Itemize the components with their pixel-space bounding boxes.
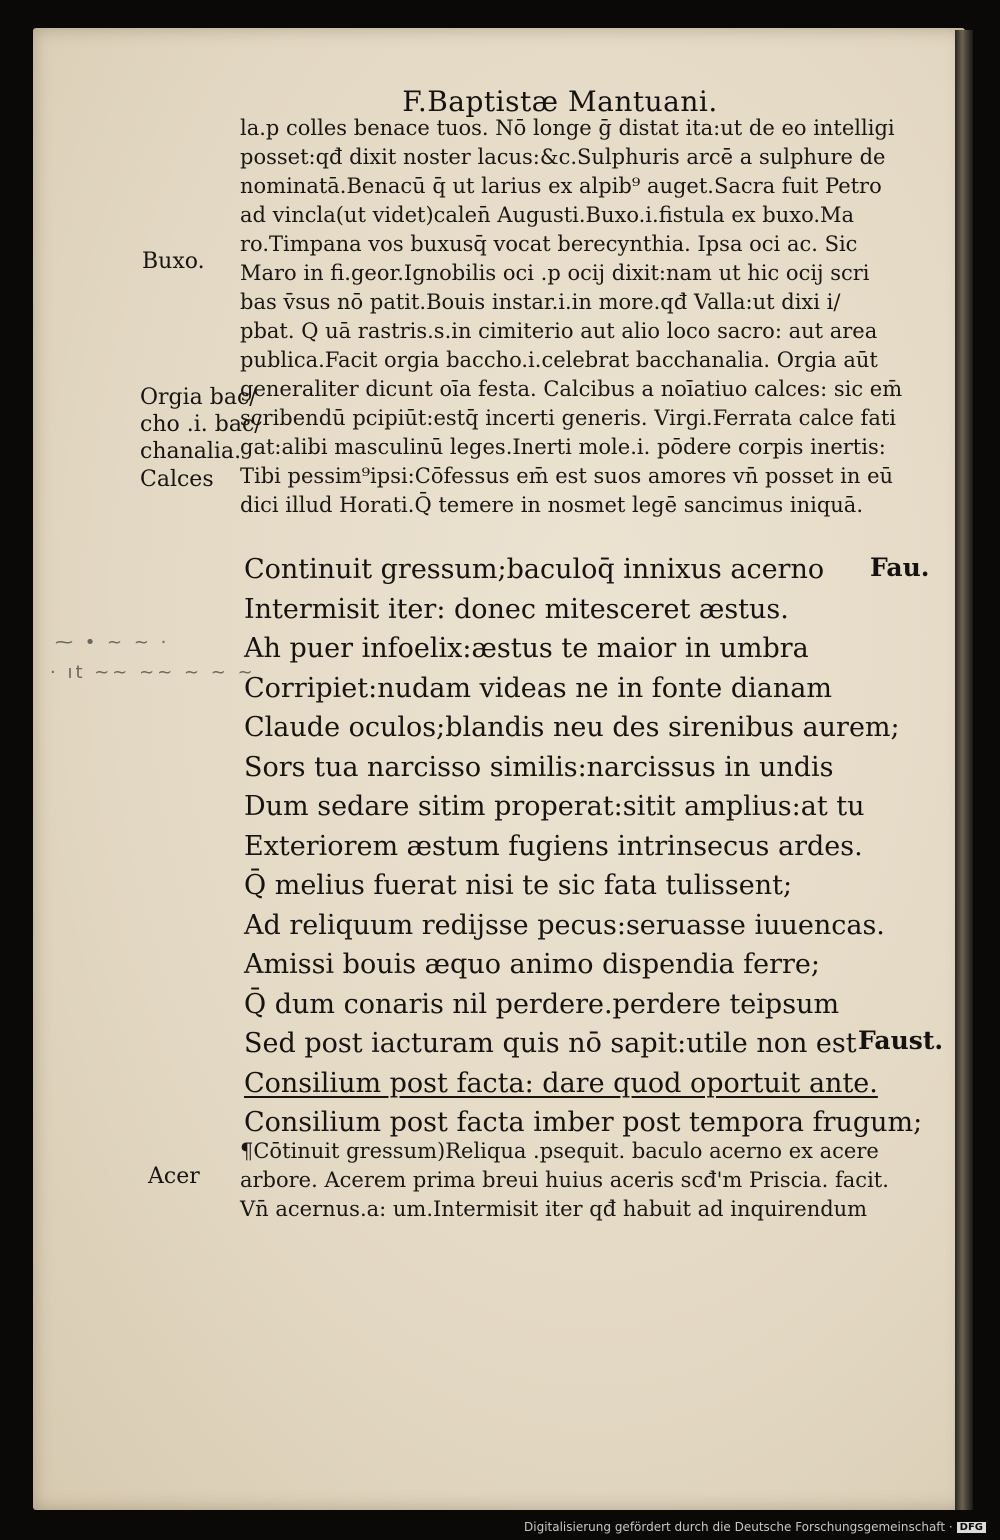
commentary-line: gat:alibi masculinū leges.Inerti mole.i. pōdere corpis inertis: [240,435,886,459]
verse-line: Amissi bouis æquo animo dispendia ferre; [244,949,821,980]
verse-line: Exteriorem æstum fugiens intrinsecus ardes. [244,830,863,862]
speaker-fau: Fau. [870,553,930,582]
verse-block [244,550,922,1143]
commentary-line: scribendū pcipiūt:estq̄ incerti generis. Virgi.Ferrata calce fati [240,406,896,430]
commentary-line: nominatā.Benacū q̄ ut larius ex alpib⁹ auget.Sacra fuit Petro [240,174,882,198]
verse-line: Continuit gressum;baculoq̄ innixus acerno [244,554,825,585]
verse-line: Sors tua narcisso similis:narcissus in undis [244,751,834,783]
verse-line: Sed post iacturam quis nō sapit:utile non est [244,1028,857,1059]
commentary-line: generaliter dicunt oīa festa. Calcibus a noīatiuo calces: sic em̄ [240,377,903,401]
page-header: F.Baptistæ Mantuani. [402,85,718,118]
commentary-line: ad vincla(ut videt)calen̄ Augusti.Buxo.i.fistula ex buxo.Ma [240,203,855,227]
verse-line-underlined: Consilium post facta: dare quod oportuit ante. [244,1067,878,1099]
verse-line: Corripiet:nudam videas ne in fonte dianam [244,672,832,704]
commentary-line: Maro in fi.geor.Ignobilis oci .p ocij dixit:nam ut hic ocij scri [240,261,870,285]
page-edge [955,30,973,1510]
verse-line: Consilium post facta imber post tempora frugum; [244,1107,923,1138]
handwritten-scribble-icon: · ıt ~~ ~~ ~ ~ ~ [50,662,256,683]
commentary-top [240,114,902,520]
margin-note-acer: Acer [148,1164,200,1189]
verse-line: Ah puer infoelix:æstus te maior in umbra [244,633,809,664]
commentary-line: arbore. Acerem prima breui huius aceris scđ'm Priscia. facit. [240,1168,889,1192]
verse-line: Ad reliquum redijsse pecus:seruasse iuuencas. [244,909,885,941]
commentary-line: bas v̄sus nō patit.Bouis instar.i.in more.qđ Valla:ut dixi i/ [240,290,841,314]
commentary-line: ro.Timpana vos buxusq̄ vocat berecynthia. Ipsa oci ac. Sic [240,232,858,256]
commentary-line: ¶Cōtinuit gressum)Reliqua .psequit. baculo acerno ex acere [240,1139,879,1163]
commentary-line: Vn̄ acernus.a: um.Intermisit iter qđ habuit ad inquirendum [240,1197,868,1221]
verse-line: Dum sedare sitim properat:sitit amplius:at tu [244,791,865,822]
verse-line: Q̄ dum conaris nil perdere.perdere teipsum [244,988,840,1020]
dfg-logo: DFG [957,1522,986,1533]
commentary-line: posset:qđ dixit noster lacus:&c.Sulphuris arcē a sulphure de [240,145,886,169]
verse-line: Claude oculos;blandis neu des sirenibus aurem; [244,712,900,743]
margin-note-orgia-1: Orgia bac/ [140,385,257,410]
verse-line: Q̄ melius fuerat nisi te sic fata tulissent; [244,870,793,901]
footer-text: Digitalisierung gefördert durch die Deutsche Forschungsgemeinschaft · [524,1520,953,1534]
commentary-line: publica.Facit orgia baccho.i.celebrat bacchanalia. Orgia aūt [240,348,878,372]
margin-note-calces: Calces [140,467,214,492]
commentary-line: pbat. Q uā rastris.s.in cimiterio aut alio loco sacro: aut area [240,319,878,343]
commentary-bottom [240,1137,889,1224]
verse-line: Intermisit iter: donec mitesceret æstus. [244,593,789,625]
commentary-line: la.p colles benace tuos. Nō longe ḡ distat ita:ut de eo intelligi [240,116,895,140]
handwritten-scribble-icon: ⁓ • ~ ~ · [55,632,170,653]
commentary-line: dici illud Horati.Q̄ temere in nosmet legē sancimus iniquā. [240,493,864,517]
margin-note-orgia-2: cho .i. bac/ [140,412,262,437]
commentary-line: Tibi pessim⁹ipsi:Cōfessus em̄ est suos amores vn̄ posset in eū [240,464,894,488]
digitization-footer [524,1520,986,1534]
margin-note-orgia-3: chanalia. [140,439,242,464]
speaker-faust: Faust. [858,1026,944,1055]
margin-note-buxo: Buxo. [142,249,205,274]
